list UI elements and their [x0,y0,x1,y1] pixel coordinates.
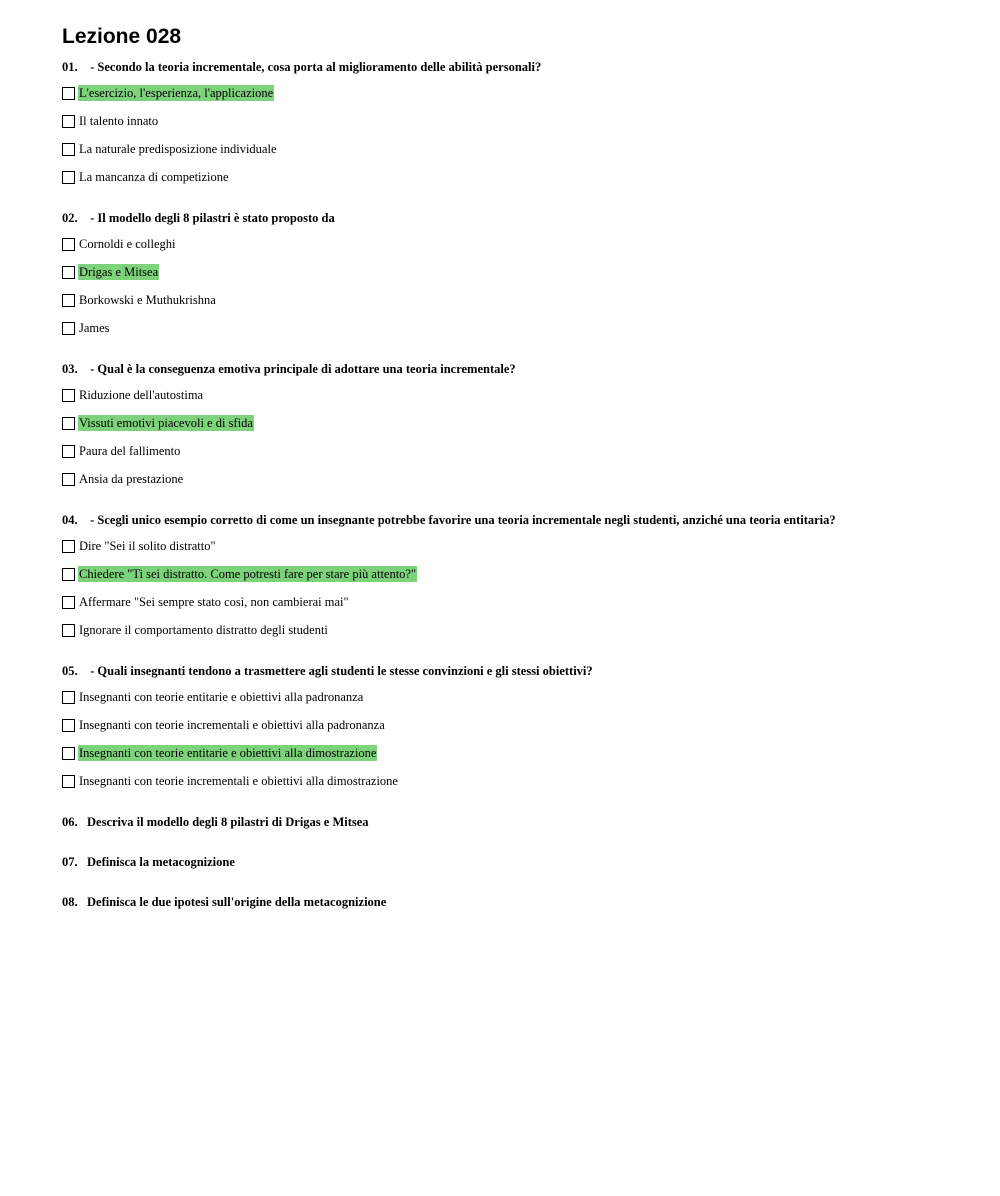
answer-text: Insegnanti con teorie entitarie e obiettivi alla padronanza [79,690,364,704]
answer-text: Riduzione dell'autostima [79,388,204,402]
answer-option[interactable] [62,565,962,583]
answer-option[interactable] [62,291,962,309]
question-number: 01. [62,60,78,74]
answer-option[interactable] [62,716,962,734]
answer-checkbox[interactable] [62,87,75,100]
answer-option[interactable] [62,140,962,158]
answer-checkbox[interactable] [62,294,75,307]
answer-text-correct: Drigas e Mitsea [79,265,159,279]
answer-text: Cornoldi e colleghi [79,237,176,251]
answer-checkbox[interactable] [62,747,75,760]
answer-checkbox[interactable] [62,624,75,637]
question-header [62,58,962,76]
answer-checkbox[interactable] [62,691,75,704]
question-text: Definisca le due ipotesi sull'origine della metacognizione [87,895,387,909]
answer-checkbox[interactable] [62,143,75,156]
question-header [62,511,962,529]
answer-text: Insegnanti con teorie incrementali e obiettivi alla padronanza [79,718,385,732]
question-header [62,209,962,227]
answer-option[interactable] [62,688,962,706]
answer-option[interactable] [62,772,962,790]
answer-text: Paura del fallimento [79,444,181,458]
page-title: Lezione 028 [62,25,182,48]
open-question-06 [62,813,962,831]
answer-option[interactable] [62,442,962,460]
answer-option[interactable] [62,112,962,130]
answer-text: Borkowski e Muthukrishna [79,293,216,307]
answer-text: Insegnanti con teorie incrementali e obiettivi alla dimostrazione [79,774,398,788]
answer-option[interactable] [62,263,962,281]
question-text: - Il modello degli 8 pilastri è stato proposto da [87,211,335,225]
option-list [62,688,962,790]
question-03 [62,360,962,488]
answer-checkbox[interactable] [62,238,75,251]
answer-text-correct: Vissuti emotivi piacevoli e di sfida [79,416,253,430]
answer-checkbox[interactable] [62,568,75,581]
question-spacer [62,800,962,813]
answer-checkbox[interactable] [62,417,75,430]
answer-checkbox[interactable] [62,473,75,486]
open-question-08 [62,893,962,911]
answer-checkbox[interactable] [62,322,75,335]
answer-text-correct: L'esercizio, l'esperienza, l'applicazione [79,86,274,100]
answer-checkbox[interactable] [62,389,75,402]
answer-text: Il talento innato [79,114,159,128]
answer-option[interactable] [62,168,962,186]
answer-text-correct: Insegnanti con teorie entitarie e obiettivi alla dimostrazione [79,746,377,760]
answer-option[interactable] [62,621,962,639]
question-spacer [62,498,962,511]
answer-text: La mancanza di competizione [79,170,229,184]
option-list [62,537,962,639]
question-number: 06. [62,815,78,829]
open-question-07 [62,853,962,871]
answer-checkbox[interactable] [62,540,75,553]
quiz-page [62,24,962,933]
answer-option[interactable] [62,744,962,762]
question-text: - Scegli unico esempio corretto di come un insegnante potrebbe favorire una teoria incrementale negli studenti, anziché una teoria entitaria? [87,513,836,527]
question-text: Definisca la metacognizione [87,855,235,869]
answer-option[interactable] [62,593,962,611]
question-spacer [62,196,962,209]
answer-text: Ignorare il comportamento distratto degli studenti [79,623,328,637]
answer-checkbox[interactable] [62,775,75,788]
question-text: - Secondo la teoria incrementale, cosa porta al miglioramento delle abilità personali? [87,60,542,74]
question-number: 07. [62,855,78,869]
answer-text: Ansia da prestazione [79,472,184,486]
answer-checkbox[interactable] [62,445,75,458]
answer-option[interactable] [62,235,962,253]
answer-option[interactable] [62,414,962,432]
answer-checkbox[interactable] [62,115,75,128]
answer-text-correct: Chiedere "Ti sei distratto. Come potresti fare per stare più attento?" [79,567,417,581]
question-number: 08. [62,895,78,909]
question-header [62,893,962,911]
answer-text: James [79,321,110,335]
question-number: 03. [62,362,78,376]
question-header [62,360,962,378]
question-header [62,813,962,831]
answer-option[interactable] [62,319,962,337]
answer-checkbox[interactable] [62,171,75,184]
question-spacer [62,347,962,360]
answer-option[interactable] [62,537,962,555]
answer-option[interactable] [62,470,962,488]
question-spacer [62,649,962,662]
option-list [62,386,962,488]
answer-text: Affermare "Sei sempre stato così, non cambierai mai" [79,595,349,609]
answer-text: Dire "Sei il solito distratto" [79,539,216,553]
answer-checkbox[interactable] [62,596,75,609]
question-04 [62,511,962,639]
answer-option[interactable] [62,84,962,102]
question-text: - Quali insegnanti tendono a trasmettere agli studenti le stesse convinzioni e gli stessi obiettivi? [87,664,593,678]
question-number: 05. [62,664,78,678]
option-list [62,84,962,186]
answer-option[interactable] [62,386,962,404]
answer-checkbox[interactable] [62,719,75,732]
question-text: - Qual è la conseguenza emotiva principale di adottare una teoria incrementale? [87,362,516,376]
question-header [62,853,962,871]
answer-text: La naturale predisposizione individuale [79,142,277,156]
question-header [62,662,962,680]
question-02 [62,209,962,337]
answer-checkbox[interactable] [62,266,75,279]
question-number: 02. [62,211,78,225]
question-01 [62,58,962,186]
question-number: 04. [62,513,78,527]
option-list [62,235,962,337]
question-text: Descriva il modello degli 8 pilastri di Drigas e Mitsea [87,815,369,829]
question-05 [62,662,962,790]
